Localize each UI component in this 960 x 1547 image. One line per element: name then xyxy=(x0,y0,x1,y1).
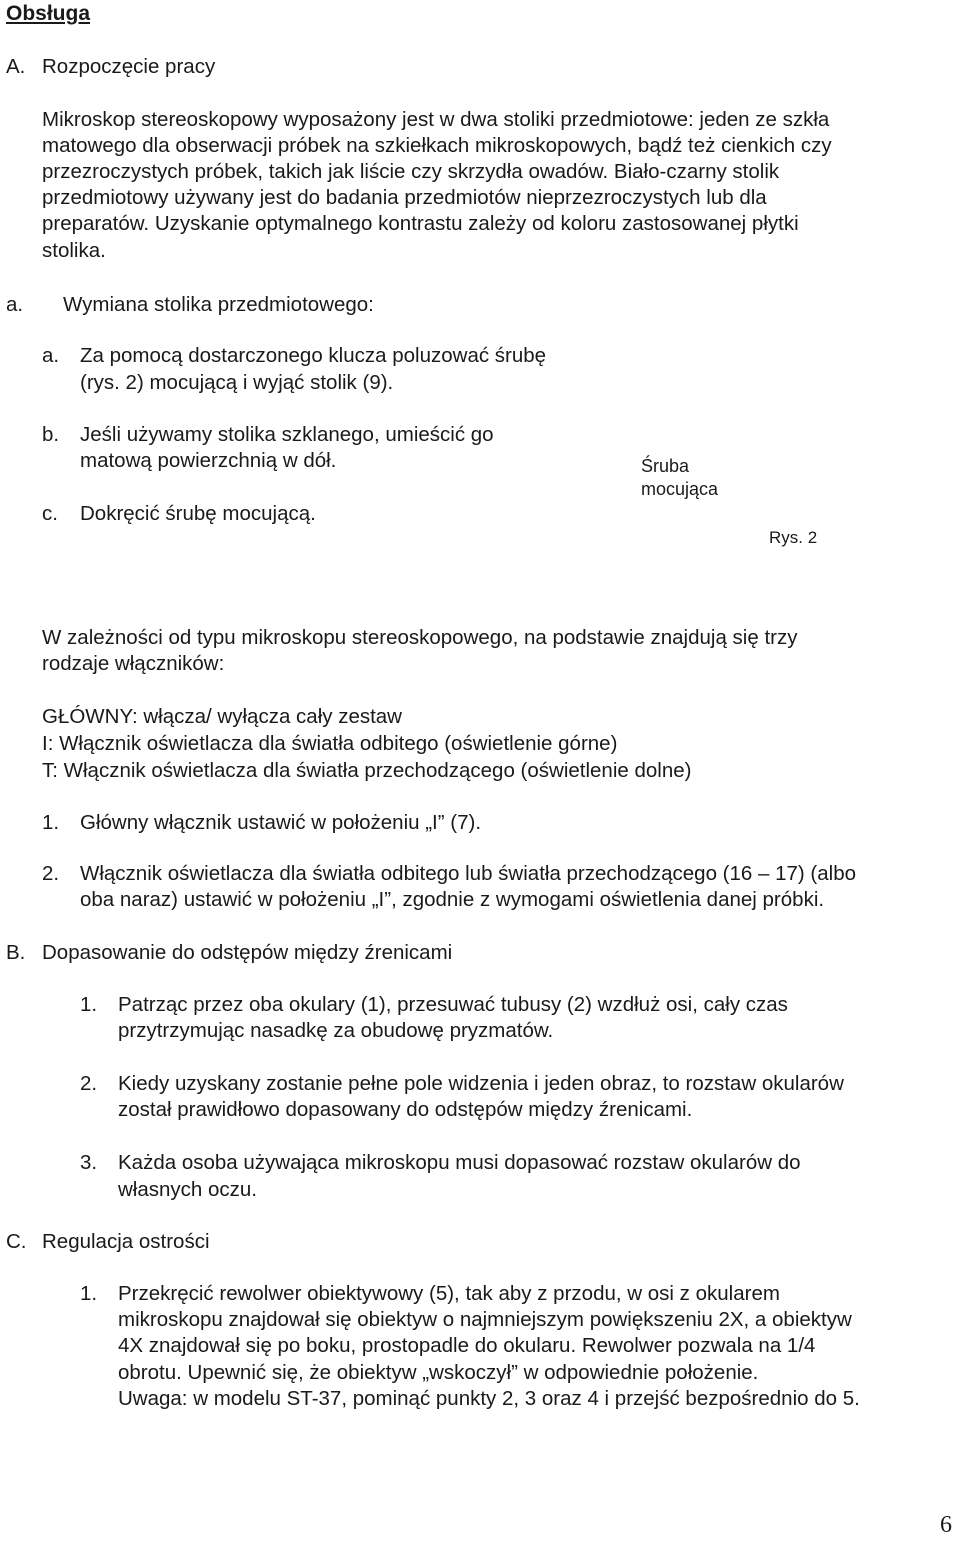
numbered-marker: 1. xyxy=(42,811,60,834)
numbered-line: mikroskopu znajdował się obiektyw o najmniejszym powiększeniu 2X, a obiektyw xyxy=(118,1308,852,1331)
section-b-marker: B. xyxy=(6,941,26,964)
numbered-line: został prawidłowo dopasowany do odstępów między źrenicami. xyxy=(118,1098,693,1121)
section-b-heading: Dopasowanie do odstępów między źrenicami xyxy=(42,941,453,964)
figure-label-line: mocująca xyxy=(641,479,719,499)
switches-intro-line: rodzaje włączników: xyxy=(42,652,225,675)
numbered-line: Włącznik oświetlacza dla światła odbitego lub światła przechodzącego (16 – 17) (albo xyxy=(80,862,856,885)
numbered-marker: 3. xyxy=(80,1151,98,1174)
numbered-line: Główny włącznik ustawić w położeniu „I” (7). xyxy=(80,811,482,834)
page-title: Obsługa xyxy=(6,2,91,25)
numbered-marker: 1. xyxy=(80,1282,98,1305)
numbered-line: Każda osoba używająca mikroskopu musi dopasować rozstaw okularów do xyxy=(118,1151,801,1174)
step-marker: c. xyxy=(42,502,58,525)
intro-line: preparatów. Uzyskanie optymalnego kontrastu zależy od koloru zastosowanej płytki xyxy=(42,212,799,235)
subsection-a-marker: a. xyxy=(6,293,24,316)
section-a-heading: Rozpoczęcie pracy xyxy=(42,55,216,78)
switch-item: I: Włącznik oświetlacza dla światła odbitego (oświetlenie górne) xyxy=(42,732,618,755)
intro-line: przezroczystych próbek, takich jak liście czy skrzydła owadów. Biało-czarny stolik xyxy=(42,160,780,183)
numbered-line: przytrzymując nasadkę za obudowę pryzmatów. xyxy=(118,1019,554,1042)
step-line: Za pomocą dostarczonego klucza poluzować śrubę xyxy=(80,344,547,367)
numbered-line: Przekręcić rewolwer obiektywowy (5), tak aby z przodu, w osi z okularem xyxy=(118,1282,780,1305)
numbered-line: Patrząc przez oba okulary (1), przesuwać tubusy (2) wzdłuż osi, cały czas xyxy=(118,993,788,1016)
step-line: matową powierzchnią w dół. xyxy=(80,449,337,472)
intro-line: Mikroskop stereoskopowy wyposażony jest w dwa stoliki przedmiotowe: jeden ze szkła xyxy=(42,108,830,131)
step-marker: b. xyxy=(42,423,60,446)
numbered-line: 4X znajdował się po boku, prostopadle do okularu. Rewolwer pozwala na 1/4 xyxy=(118,1334,816,1357)
switch-item: GŁÓWNY: włącza/ wyłącza cały zestaw xyxy=(42,705,402,728)
step-marker: a. xyxy=(42,344,60,367)
numbered-marker: 1. xyxy=(80,993,98,1016)
section-c-heading: Regulacja ostrości xyxy=(42,1230,210,1253)
step-line: Jeśli używamy stolika szklanego, umieścić go xyxy=(80,423,494,446)
numbered-line: obrotu. Upewnić się, że obiektyw „wskoczył” w odpowiednie położenie. xyxy=(118,1361,759,1384)
intro-line: stolika. xyxy=(42,239,106,262)
section-a-marker: A. xyxy=(6,55,26,78)
figure-label-line: Śruba xyxy=(641,456,690,476)
subsection-a-heading: Wymiana stolika przedmiotowego: xyxy=(63,293,374,316)
step-line: (rys. 2) mocującą i wyjąć stolik (9). xyxy=(80,371,394,394)
intro-line: przedmiotowy używany jest do badania przedmiotów nieprzezroczystych lub dla xyxy=(42,186,767,209)
switch-item: T: Włącznik oświetlacza dla światła przechodzącego (oświetlenie dolne) xyxy=(42,759,692,782)
page-number: 6 xyxy=(940,1512,952,1538)
intro-line: matowego dla obserwacji próbek na szkiełkach mikroskopowych, bądź też cienkich czy xyxy=(42,134,832,157)
numbered-line: Kiedy uzyskany zostanie pełne pole widzenia i jeden obraz, to rozstaw okularów xyxy=(118,1072,844,1095)
numbered-marker: 2. xyxy=(80,1072,98,1095)
step-line: Dokręcić śrubę mocującą. xyxy=(80,502,316,525)
numbered-marker: 2. xyxy=(42,862,60,885)
figure-caption: Rys. 2 xyxy=(769,528,818,547)
switches-intro-line: W zależności od typu mikroskopu stereoskopowego, na podstawie znajdują się trzy xyxy=(42,626,798,649)
numbered-line: oba naraz) ustawić w położeniu „I”, zgodnie z wymogami oświetlenia danej próbki. xyxy=(80,888,825,911)
numbered-line: Uwaga: w modelu ST-37, pominąć punkty 2, 3 oraz 4 i przejść bezpośrednio do 5. xyxy=(118,1387,860,1410)
section-c-marker: C. xyxy=(6,1230,27,1253)
numbered-line: własnych oczu. xyxy=(118,1178,258,1201)
